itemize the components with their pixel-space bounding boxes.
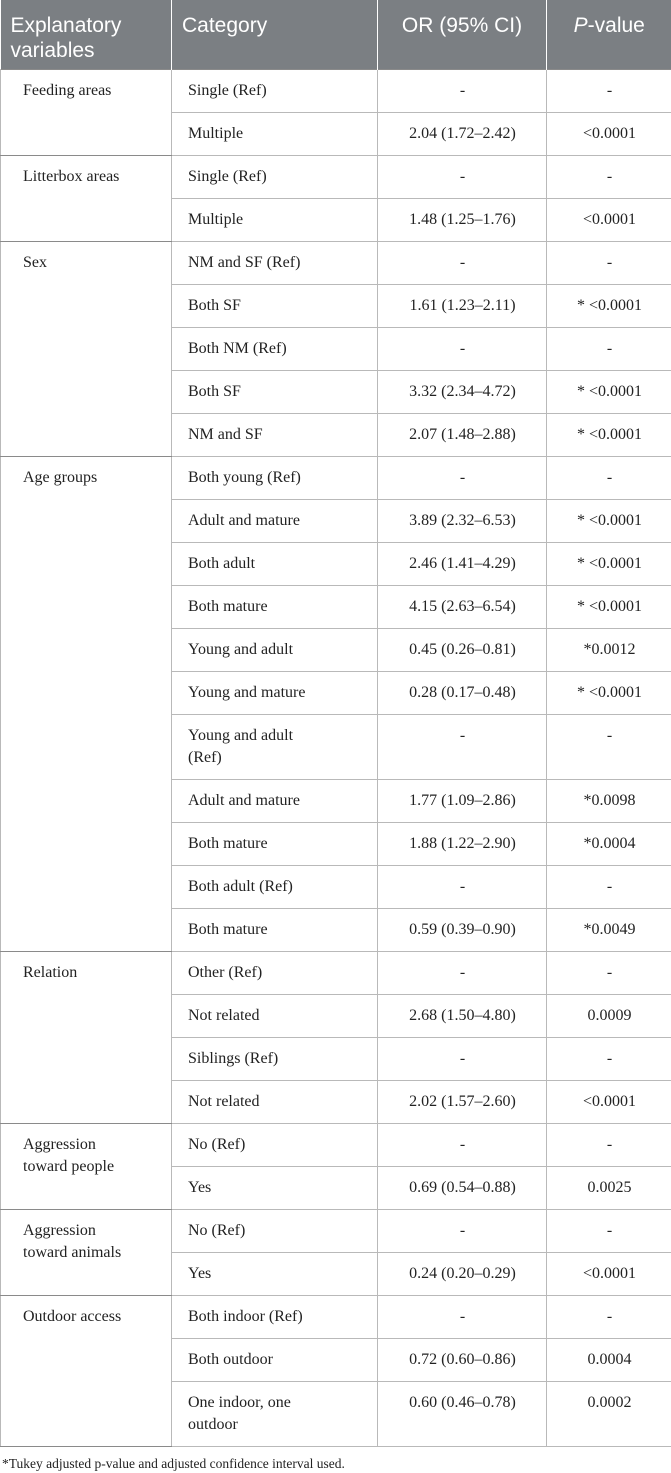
explanatory-variable-cell <box>1 1296 172 1447</box>
odds-ratio-cell: - <box>378 70 547 113</box>
category-cell <box>172 113 378 156</box>
odds-ratio-cell: - <box>378 1210 547 1253</box>
odds-ratio-cell: 0.72 (0.60–0.86) <box>378 1339 547 1382</box>
odds-ratio-cell: 2.02 (1.57–2.60) <box>378 1081 547 1124</box>
odds-ratio-cell: 2.04 (1.72–2.42) <box>378 113 547 156</box>
odds-ratio-cell: 0.69 (0.54–0.88) <box>378 1167 547 1210</box>
p-value-cell: - <box>547 952 671 995</box>
category-text: Both mature <box>188 598 268 615</box>
p-value-cell: - <box>547 457 671 500</box>
category-cell <box>172 199 378 242</box>
explanatory-variable-cell <box>1 242 172 457</box>
p-value-cell: 0.0009 <box>547 995 671 1038</box>
odds-ratio-cell: 1.77 (1.09–2.86) <box>378 780 547 823</box>
explanatory-variable-text: Sex <box>23 254 47 271</box>
odds-ratio-cell: 0.24 (0.20–0.29) <box>378 1253 547 1296</box>
odds-ratio-cell: 1.48 (1.25–1.76) <box>378 199 547 242</box>
odds-ratio-cell: 3.32 (2.34–4.72) <box>378 371 547 414</box>
p-value-cell: - <box>547 328 671 371</box>
category-cell <box>172 672 378 715</box>
p-value-cell: * <0.0001 <box>547 414 671 457</box>
category-cell <box>172 995 378 1038</box>
category-cell <box>172 1124 378 1167</box>
category-cell <box>172 1038 378 1081</box>
explanatory-variable-cell <box>1 952 172 1124</box>
category-text: Not related <box>188 1093 260 1110</box>
odds-ratio-cell: 0.59 (0.39–0.90) <box>378 909 547 952</box>
p-value-cell: - <box>547 70 671 113</box>
category-text: Adult and mature <box>188 512 300 529</box>
category-cell <box>172 952 378 995</box>
p-value-cell: * <0.0001 <box>547 672 671 715</box>
category-cell <box>172 156 378 199</box>
category-cell <box>172 543 378 586</box>
category-text: Young and adult <box>188 727 293 744</box>
table-row <box>1 242 671 285</box>
table-row <box>1 952 671 995</box>
odds-ratio-cell: - <box>378 242 547 285</box>
header-p-value: P-value <box>547 0 671 70</box>
explanatory-variable-text: Outdoor access <box>23 1308 121 1325</box>
p-value-cell: 0.0004 <box>547 1339 671 1382</box>
odds-ratio-cell: 1.61 (1.23–2.11) <box>378 285 547 328</box>
category-cell <box>172 1210 378 1253</box>
p-value-cell: - <box>547 715 671 780</box>
p-value-cell: <0.0001 <box>547 1253 671 1296</box>
explanatory-variable-text: toward people <box>23 1158 114 1175</box>
p-value-cell: * <0.0001 <box>547 586 671 629</box>
table-body <box>1 70 671 1447</box>
explanatory-variable-text: Feeding areas <box>23 82 111 99</box>
category-cell <box>172 780 378 823</box>
p-value-cell: *0.0049 <box>547 909 671 952</box>
p-value-cell: <0.0001 <box>547 113 671 156</box>
category-text: Both mature <box>188 835 268 852</box>
category-text: Other (Ref) <box>188 964 262 981</box>
p-value-cell: 0.0002 <box>547 1382 671 1447</box>
category-text: Single (Ref) <box>188 82 267 99</box>
category-cell <box>172 328 378 371</box>
category-text: Both NM (Ref) <box>188 340 287 357</box>
category-text: Multiple <box>188 125 243 142</box>
category-text: Yes <box>188 1265 211 1282</box>
category-cell <box>172 1382 378 1447</box>
table-row <box>1 1124 671 1167</box>
p-value-cell: * <0.0001 <box>547 285 671 328</box>
category-text: Both adult <box>188 555 255 572</box>
category-cell <box>172 70 378 113</box>
category-text: Both adult (Ref) <box>188 878 293 895</box>
p-value-cell: *0.0012 <box>547 629 671 672</box>
explanatory-variable-text: Litterbox areas <box>23 168 119 185</box>
category-text: outdoor <box>188 1416 238 1433</box>
explanatory-variable-text: Relation <box>23 964 77 981</box>
p-value-cell: - <box>547 866 671 909</box>
category-text: Not related <box>188 1007 260 1024</box>
p-value-cell: *0.0004 <box>547 823 671 866</box>
category-cell <box>172 1081 378 1124</box>
odds-ratio-cell: - <box>378 715 547 780</box>
odds-ratio-cell: - <box>378 1038 547 1081</box>
odds-ratio-cell: - <box>378 328 547 371</box>
odds-ratio-cell: 4.15 (2.63–6.54) <box>378 586 547 629</box>
odds-ratio-cell: - <box>378 1124 547 1167</box>
p-value-cell: - <box>547 1296 671 1339</box>
category-text: Both SF <box>188 383 241 400</box>
category-cell <box>172 242 378 285</box>
odds-ratio-cell: - <box>378 866 547 909</box>
category-cell <box>172 457 378 500</box>
p-value-cell: *0.0098 <box>547 780 671 823</box>
header-category: Category <box>172 0 378 70</box>
p-value-cell: - <box>547 1038 671 1081</box>
odds-ratio-cell: 2.46 (1.41–4.29) <box>378 543 547 586</box>
p-value-cell: 0.0025 <box>547 1167 671 1210</box>
odds-ratio-cell: 2.68 (1.50–4.80) <box>378 995 547 1038</box>
p-value-cell: - <box>547 156 671 199</box>
category-text: Adult and mature <box>188 792 300 809</box>
p-value-cell: * <0.0001 <box>547 543 671 586</box>
p-value-cell: - <box>547 1124 671 1167</box>
category-cell <box>172 1167 378 1210</box>
odds-ratio-cell: 1.88 (1.22–2.90) <box>378 823 547 866</box>
explanatory-variable-text: Aggression <box>23 1222 96 1239</box>
odds-ratio-cell: 3.89 (2.32–6.53) <box>378 500 547 543</box>
table-row <box>1 457 671 500</box>
category-cell <box>172 1339 378 1382</box>
explanatory-variable-cell <box>1 156 172 242</box>
category-text: NM and SF <box>188 426 263 443</box>
explanatory-variable-text: toward animals <box>23 1244 121 1261</box>
table-footnote: *Tukey adjusted p-value and adjusted confidence interval used. <box>0 1447 671 1473</box>
odds-ratio-cell: 0.60 (0.46–0.78) <box>378 1382 547 1447</box>
category-text: No (Ref) <box>188 1222 245 1239</box>
category-cell <box>172 909 378 952</box>
category-cell <box>172 500 378 543</box>
p-value-cell: * <0.0001 <box>547 371 671 414</box>
odds-ratio-cell: - <box>378 457 547 500</box>
category-text: Both mature <box>188 921 268 938</box>
header-explanatory-variables: Explanatory variables <box>1 0 172 70</box>
odds-ratio-cell: - <box>378 952 547 995</box>
odds-ratio-cell: 0.45 (0.26–0.81) <box>378 629 547 672</box>
table-header <box>1 0 671 70</box>
explanatory-variable-cell <box>1 1210 172 1296</box>
table-row <box>1 70 671 113</box>
category-text: No (Ref) <box>188 1136 245 1153</box>
table-row <box>1 156 671 199</box>
p-value-cell: <0.0001 <box>547 1081 671 1124</box>
category-cell <box>172 285 378 328</box>
table-row <box>1 1210 671 1253</box>
odds-ratio-cell: - <box>378 1296 547 1339</box>
p-value-cell: <0.0001 <box>547 199 671 242</box>
p-value-cell: - <box>547 1210 671 1253</box>
odds-ratio-cell: - <box>378 156 547 199</box>
explanatory-variable-cell <box>1 1124 172 1210</box>
category-text: Both SF <box>188 297 241 314</box>
category-cell <box>172 866 378 909</box>
explanatory-variable-cell <box>1 70 172 156</box>
odds-ratio-cell: 2.07 (1.48–2.88) <box>378 414 547 457</box>
header-or-ci: OR (95% CI) <box>378 0 547 70</box>
explanatory-variable-cell <box>1 457 172 952</box>
category-text: Siblings (Ref) <box>188 1050 278 1067</box>
category-text: Both outdoor <box>188 1351 273 1368</box>
explanatory-variable-text: Age groups <box>23 469 97 486</box>
category-text: Young and mature <box>188 684 305 701</box>
category-cell <box>172 715 378 780</box>
category-text: One indoor, one <box>188 1394 291 1411</box>
p-value-cell: - <box>547 242 671 285</box>
category-text: Both young (Ref) <box>188 469 301 486</box>
category-text: NM and SF (Ref) <box>188 254 300 271</box>
category-cell <box>172 1253 378 1296</box>
category-text: Single (Ref) <box>188 168 267 185</box>
category-text: (Ref) <box>188 749 222 766</box>
category-text: Multiple <box>188 211 243 228</box>
table-row <box>1 1296 671 1339</box>
category-cell <box>172 629 378 672</box>
category-text: Young and adult <box>188 641 293 658</box>
category-cell <box>172 823 378 866</box>
odds-ratio-cell: 0.28 (0.17–0.48) <box>378 672 547 715</box>
category-cell <box>172 1296 378 1339</box>
category-cell <box>172 371 378 414</box>
p-value-cell: * <0.0001 <box>547 500 671 543</box>
category-text: Yes <box>188 1179 211 1196</box>
explanatory-variable-text: Aggression <box>23 1136 96 1153</box>
category-text: Both indoor (Ref) <box>188 1308 303 1325</box>
category-cell <box>172 414 378 457</box>
category-cell <box>172 586 378 629</box>
